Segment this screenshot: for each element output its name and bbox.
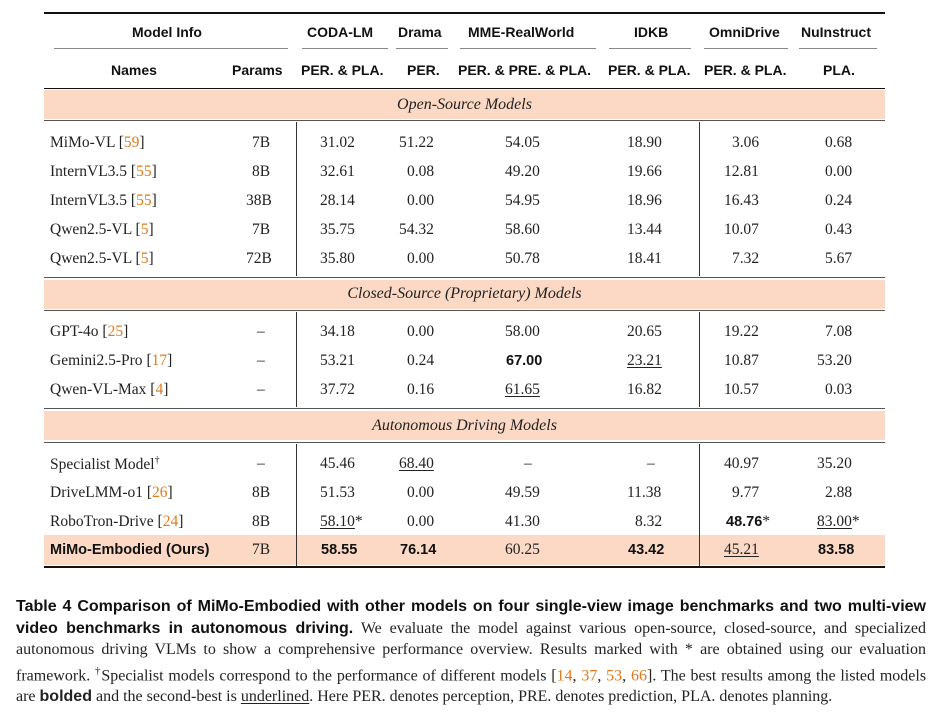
star-mark: * <box>354 513 363 530</box>
params-cell: 7B <box>252 221 271 238</box>
coda-cell: 45.46 <box>320 455 355 472</box>
subheader-coda: PER. & PLA. <box>301 62 384 78</box>
omni-cell: 40.97 <box>724 455 759 472</box>
params-cell: – <box>257 381 265 398</box>
nu-cell: 5.67 <box>825 250 853 267</box>
coda-cell: 35.80 <box>320 250 355 267</box>
vline-closed-2 <box>699 312 700 407</box>
nu-cell: 35.20 <box>817 455 852 472</box>
idkb-cell-best: 43.42 <box>628 542 665 558</box>
header-omnidrive: OmniDrive <box>709 24 780 40</box>
idkb-cell: 8.32 <box>635 513 663 530</box>
section-driving: Autonomous Driving Models <box>372 417 557 434</box>
idkb-cell: 18.90 <box>627 134 662 151</box>
coda-cell: 28.14 <box>320 192 355 209</box>
omni-cell: 3.06 <box>732 134 760 151</box>
dagger-mark: † <box>154 455 160 466</box>
header-coda-lm: CODA-LM <box>307 24 374 40</box>
drama-cell: 0.16 <box>407 381 435 398</box>
subheader-idkb: PER. & PLA. <box>608 62 691 78</box>
section-closed-source: Closed-Source (Proprietary) Models <box>347 285 582 302</box>
omni-cell: 10.87 <box>724 352 759 369</box>
vline-open-1 <box>296 122 297 276</box>
model-name: InternVL3.5 <box>50 163 128 180</box>
mme-cell: 58.60 <box>505 221 540 238</box>
coda-cell: 35.75 <box>320 221 355 238</box>
model-name: Gemini2.5-Pro <box>50 352 143 369</box>
model-name: Qwen-VL-Max <box>50 381 147 398</box>
citation-link[interactable]: 59 <box>123 134 140 151</box>
citation-link[interactable]: 26 <box>152 484 168 501</box>
drama-cell-best: 76.14 <box>400 542 437 558</box>
idkb-cell: 20.65 <box>627 323 662 340</box>
idkb-cell: – <box>647 455 655 472</box>
top-rule <box>44 12 885 14</box>
idkb-cell-second: 23.21 <box>627 352 662 369</box>
subheader-names: Names <box>111 62 157 78</box>
coda-cell: 32.61 <box>320 163 355 180</box>
cmidrule-nu <box>799 48 877 49</box>
omni-cell: 19.22 <box>724 323 759 340</box>
subheader-omni: PER. & PLA. <box>704 62 787 78</box>
idkb-cell: 11.38 <box>627 484 662 501</box>
mme-cell: 54.95 <box>505 192 540 209</box>
params-cell: – <box>257 323 265 340</box>
omni-cell: 10.07 <box>724 221 759 238</box>
star-mark: * <box>851 513 860 530</box>
subheader-params: Params <box>232 62 283 78</box>
caption-citation-link[interactable]: 53 <box>606 666 623 684</box>
section-rule-2 <box>44 277 885 278</box>
params-cell: 72B <box>246 250 272 267</box>
nu-cell: 0.00 <box>825 163 853 180</box>
drama-cell: 0.00 <box>407 192 435 209</box>
citation-link[interactable]: 55 <box>136 163 152 180</box>
model-name: GPT-4o <box>50 323 99 340</box>
idkb-cell: 19.66 <box>627 163 662 180</box>
subheader-drama: PER. <box>407 62 440 78</box>
omni-cell: 7.32 <box>732 250 760 267</box>
params-cell: 8B <box>252 163 271 180</box>
drama-cell: 51.22 <box>399 134 434 151</box>
section-rule-1 <box>44 120 885 121</box>
omni-cell-best: 48.76 <box>726 514 763 530</box>
mme-cell: 50.78 <box>505 250 540 267</box>
citation-link[interactable]: 24 <box>162 513 179 530</box>
nu-cell-second: 83.00 <box>817 513 852 530</box>
mme-cell: 54.05 <box>505 134 540 151</box>
params-cell: 7B <box>252 134 271 151</box>
header-idkb: IDKB <box>634 24 669 40</box>
omni-cell: 9.77 <box>732 484 760 501</box>
nu-cell: 53.20 <box>817 352 852 369</box>
mme-cell-second: 61.65 <box>505 381 540 398</box>
mme-cell: 60.25 <box>505 541 540 558</box>
mme-cell: 49.20 <box>505 163 540 180</box>
vline-driving-1 <box>296 444 297 566</box>
nu-cell: 0.68 <box>825 134 853 151</box>
params-cell: 7B <box>252 541 271 558</box>
subheader-nu: PLA. <box>823 62 855 78</box>
drama-cell-second: 68.40 <box>399 455 434 472</box>
citation-link[interactable]: 17 <box>151 352 168 369</box>
cmidrule-drama <box>396 48 448 49</box>
omni-cell: 10.57 <box>724 381 759 398</box>
caption-text-3: ]. The best results among the listed models are <box>16 666 927 706</box>
coda-cell: 37.72 <box>320 381 355 398</box>
model-name: InternVL3.5 <box>50 192 128 209</box>
cmidrule-omni <box>704 48 788 49</box>
mme-cell: 49.59 <box>505 484 540 501</box>
drama-cell: 0.00 <box>407 513 435 530</box>
nu-cell: 0.43 <box>825 221 853 238</box>
nu-cell: 7.08 <box>825 323 853 340</box>
section-open-source: Open-Source Models <box>397 96 532 113</box>
coda-cell: 51.53 <box>320 484 355 501</box>
caption-citation-link[interactable]: 14 <box>556 666 573 684</box>
mme-cell: – <box>524 455 532 472</box>
caption-dagger: † <box>95 664 102 677</box>
star-mark: * <box>762 513 771 530</box>
header-mme-realworld: MME-RealWorld <box>468 24 575 40</box>
nu-cell-best: 83.58 <box>818 542 855 558</box>
drama-cell: 0.00 <box>407 323 435 340</box>
caption-text-4: and the second-best is <box>91 688 241 706</box>
model-name: DriveLMM-o1 <box>50 484 143 501</box>
header-drama: Drama <box>398 24 442 40</box>
drama-cell: 0.00 <box>407 484 435 501</box>
model-name: MiMo-VL <box>50 134 115 151</box>
header-nuinstruct: NuInstruct <box>801 24 871 40</box>
coda-cell-second: 58.10 <box>320 513 355 530</box>
citation-link[interactable]: 4 <box>155 381 164 398</box>
model-name: Qwen2.5-VL <box>50 250 132 267</box>
params-cell: – <box>257 352 265 369</box>
idkb-cell: 18.41 <box>627 250 662 267</box>
header-rule <box>44 88 885 89</box>
nu-cell: 0.03 <box>825 381 853 398</box>
citation-link[interactable]: 5 <box>140 221 149 238</box>
citation-link[interactable]: 55 <box>136 192 152 209</box>
model-name: Specialist Model <box>50 456 155 474</box>
coda-cell-best: 58.55 <box>321 542 358 558</box>
cmidrule-idkb <box>609 48 691 49</box>
table-caption: Table 4 Comparison of MiMo-Embodied with other models on four single-view image benchmarks and two multi-view video benchmarks in autonomous driving. We evaluate the model against various open-source, closed-source, and specialized autonomous driving VLMs to show a comprehensive performance overview. Results marked with * are obtained using our evaluation framework. †Specialist models correspond to the performance of different models [14, 37, 53, 66]. The best results among the listed models are bolded and the second-best is underlined. Here PER. denotes perception, PRE. denotes prediction, PLA. denotes planning. <box>16 598 927 706</box>
nu-cell: 2.88 <box>825 484 853 501</box>
caption-label: Table 4 Comparison of MiMo-Embodied with other models on four single-view image benchmarks and two multi-view video benchmarks in autonomous driving. <box>16 598 926 637</box>
caption-citation-link[interactable]: 66 <box>630 666 647 684</box>
drama-cell: 54.32 <box>399 221 434 238</box>
nu-cell: 0.24 <box>825 192 853 209</box>
mme-cell: 41.30 <box>505 513 540 530</box>
citation-link[interactable]: 5 <box>140 250 149 267</box>
coda-cell: 31.02 <box>320 134 355 151</box>
model-name-ours: MiMo-Embodied (Ours) <box>50 542 210 558</box>
caption-text-5: . Here PER. denotes perception, PRE. denotes prediction, PLA. denotes planning. <box>309 688 833 706</box>
caption-underlined-word: underlined <box>240 688 310 706</box>
params-cell: – <box>257 455 265 472</box>
section-rule-5 <box>44 442 885 443</box>
section-rule-4 <box>44 408 885 409</box>
vline-open-2 <box>699 122 700 276</box>
omni-cell-second: 45.21 <box>724 541 759 558</box>
vline-closed-1 <box>296 312 297 407</box>
subheader-mme: PER. & PRE. & PLA. <box>458 62 592 78</box>
params-cell: 8B <box>252 484 271 501</box>
section-rule-3 <box>44 310 885 311</box>
caption-text-2: Specialist models correspond to the performance of different models [ <box>101 666 557 684</box>
drama-cell: 0.08 <box>407 163 435 180</box>
cmidrule-mme <box>460 48 596 49</box>
cmidrule-coda <box>302 48 388 49</box>
omni-cell: 16.43 <box>724 192 759 209</box>
caption-citation-link[interactable]: 37 <box>581 666 598 684</box>
cmidrule-model-info <box>54 48 288 49</box>
drama-cell: 0.00 <box>407 250 435 267</box>
citation-link[interactable]: 25 <box>107 323 124 340</box>
model-name: RoboTron-Drive <box>50 513 154 530</box>
omni-cell: 12.81 <box>724 163 759 180</box>
coda-cell: 53.21 <box>320 352 355 369</box>
caption-text-1: We evaluate the model against various open-source, closed-source, and specialized autonomous driving VLMs to show a comprehensive performance overview. Results marked with * are obtained using our evaluation framework. <box>16 619 926 684</box>
bottom-rule <box>44 566 885 568</box>
coda-cell: 34.18 <box>320 323 355 340</box>
drama-cell: 0.24 <box>407 352 435 369</box>
idkb-cell: 13.44 <box>627 221 662 238</box>
model-name: Qwen2.5-VL <box>50 221 132 238</box>
caption-bolded-word: bolded <box>39 688 92 706</box>
params-cell: 38B <box>246 192 272 209</box>
params-cell: 8B <box>252 513 271 530</box>
vline-driving-2 <box>699 444 700 566</box>
header-model-info: Model Info <box>132 24 202 40</box>
idkb-cell: 16.82 <box>627 381 662 398</box>
idkb-cell: 18.96 <box>627 192 662 209</box>
mme-cell: 58.00 <box>505 323 540 340</box>
mme-cell-best: 67.00 <box>506 353 543 369</box>
